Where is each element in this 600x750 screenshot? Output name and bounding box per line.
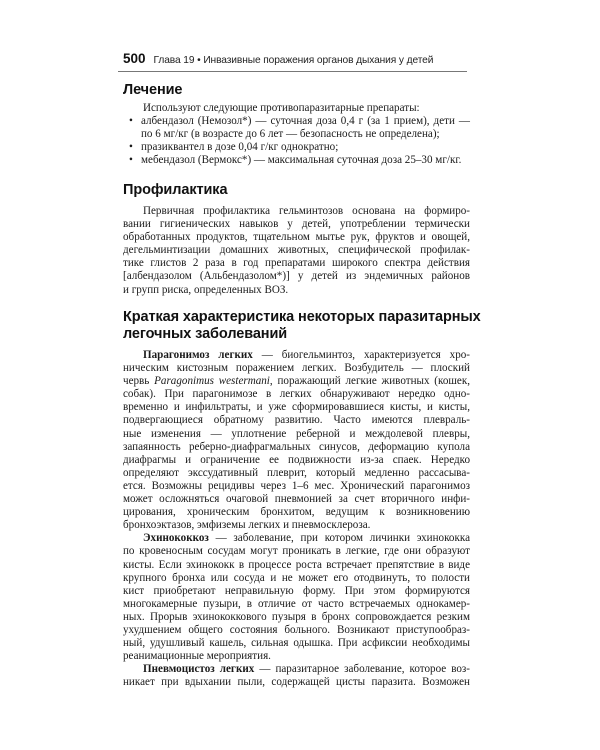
treatment-section bbox=[123, 102, 470, 167]
drug-item-praziquantel: • празиквантел в дозе 0,04 г/кг однократно; bbox=[123, 141, 470, 154]
echinococcosis-term: Эхинококкоз bbox=[143, 532, 209, 545]
prevention-paragraph: Первичная профилактика гельминтозов основана на формиро- вании гигиенических навыков у детей, употреблении термически обработанных продуктов, тщательном мытье рук, фруктов и овощей, дегельминтизации домашних животных, специфической профилак- тике глистов 2 раза в год препаратами широкого спектра действия [албендазолом (Альбендазолом*)] у детей из эндемичных районов и групп риска, определенных ВОЗ. bbox=[123, 205, 470, 296]
treatment-heading: Лечение bbox=[123, 82, 183, 98]
treatment-intro: Используют следующие противопаразитарные препараты: bbox=[143, 102, 420, 114]
header-rule bbox=[118, 71, 467, 72]
characteristics-body: Парагонимоз легких — биогельминтоз, характеризуется хро- ническим кистозным поражением легких. Возбудитель — плоский червь Paragonimus westermani, поражающий легкие животных (кошек, собак). При парагонимозе в легких обнаруживают нередко одно- временно и инфильтраты, и уже сформировавшиеся кисты, и кисты, подвергающиеся обратному развитию. Часто имеются плевраль- ные изменения — уплотнение реберной и междолевой плевры, запаянность реберно-диафрагмальных синусов, деформацию купола диафрагмы и ограничение ее подвижности из-за спаек. Нередко определяют экссудативный плеврит, который медленно рассасыва- ется. Возможны рецидивы через 1–6 мес. Хронический парагонимоз может осложняться очаговой пневмонией за счет вторичного инфи- цирования, хроническим бронхитом, ведущим к возникновению бронхоэктазов, эмфиземы легких и пневмосклероза. Эхинококкоз — заболевание, при котором личинки эхинококка по кровеносным сосудам могут проникать в легкие, где они образуют кисты. Если эхинококк в процессе роста встречает препятствие в виде крупного бронха или сосуда и не может его отодвинуть, то полости кист приобретают неправильную форму. При этом формируются многокамерные пузыри, в отличие от часто встречаемых однокамер- ных. Прорыв эхинококкового пузыря в бронх сопровождается резким ухудшением общего состояния больного. Возникают приступообраз- ный, удушливый кашель, сильная одышка. При асфиксии необходимы реанимационные мероприятия. Пневмоцистоз легких — паразитарное заболевание, которое воз- никает при вдыхании пыли, содержащей цисты паразита. Возможен bbox=[123, 349, 471, 689]
drug-list bbox=[123, 115, 470, 167]
page-number: 500 bbox=[123, 51, 146, 66]
pneumocystosis-first-line: Пневмоцистоз легких — паразитарное заболевание, которое воз- bbox=[143, 663, 471, 676]
characteristics-heading-line2: легочных заболеваний bbox=[123, 326, 288, 342]
chapter-title: Глава 19 • Инвазивные поражения органов дыхания у детей bbox=[153, 55, 434, 66]
running-header bbox=[123, 51, 463, 67]
paragonimiasis-term: Парагонимоз легких bbox=[143, 349, 253, 361]
drug-item-mebendazole: • мебендазол (Вермокс*) — максимальная суточная доза 25–30 мг/кг. bbox=[123, 154, 470, 167]
paragonimiasis-first-line: Парагонимоз легких — биогельминтоз, характеризуется хро- bbox=[143, 349, 470, 361]
prevention-heading: Профилактика bbox=[123, 182, 228, 198]
echinococcosis-first-line: Эхинококкоз — заболевание, при котором личинки эхинококка bbox=[143, 532, 470, 545]
species-name: Paragonimus westermani bbox=[154, 375, 270, 388]
pneumocystosis-term: Пневмоцистоз легких bbox=[143, 663, 255, 676]
species-line: червь Paragonimus westermani, поражающий легкие животных (кошек, bbox=[123, 375, 470, 388]
characteristics-heading-line1: Краткая характеристика некоторых паразитарных bbox=[123, 309, 481, 325]
drug-item-albendazole: • албендазол (Немозол*) — суточная доза 0,4 г (за 1 прием), дети — по 6 мг/кг (в возрасте до 6 лет — безопасность не определена); bbox=[123, 115, 470, 141]
